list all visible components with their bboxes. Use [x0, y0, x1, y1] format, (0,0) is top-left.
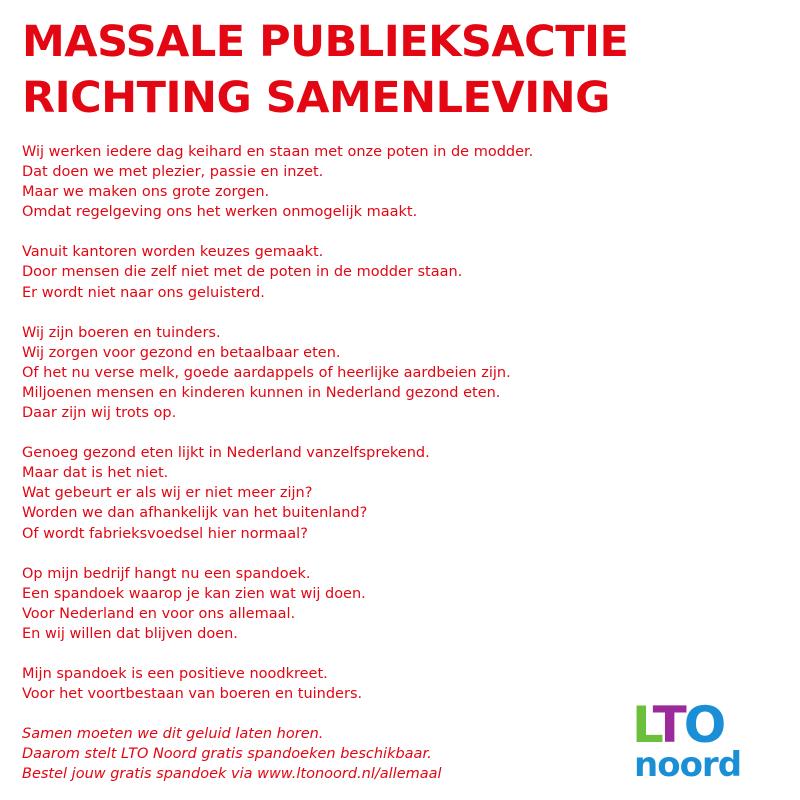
logo-letter-t: T [652, 696, 684, 754]
text-line: Wij zorgen voor gezond en betaalbaar eten. [22, 344, 341, 361]
text-line: Omdat regelgeving ons het werken onmogelijk maakt. [22, 204, 418, 221]
text-line: Daar zijn wij trots op. [22, 405, 177, 422]
paragraph-1 [22, 142, 622, 222]
text-line: En wij willen dat blijven doen. [22, 625, 238, 642]
text-line: Worden we dan afhankelijk van het buitenland? [22, 505, 368, 522]
text-line: Maar we maken ons grote zorgen. [22, 184, 270, 201]
text-line: Daarom stelt LTO Noord gratis spandoeken beschikbaar. [22, 746, 432, 763]
text-line: Genoeg gezond eten lijkt in Nederland vanzelfsprekend. [22, 445, 430, 462]
text-line: Of het nu verse melk, goede aardappels of heerlijke aardbeien zijn. [22, 364, 511, 381]
logo-noord: noord [634, 745, 742, 785]
text-line: Dat doen we met plezier, passie en inzet. [22, 164, 324, 181]
text-line: Wij zijn boeren en tuinders. [22, 324, 221, 341]
paragraph-4 [22, 443, 622, 543]
paragraph-6 [22, 664, 622, 704]
poster-title [22, 14, 628, 126]
title-line-2: RICHTING SAMENLEVING [22, 73, 610, 123]
text-line: Wij werken iedere dag keihard en staan met onze poten in de modder. [22, 144, 534, 160]
logo-letter-o: O [683, 696, 724, 754]
logo-lto [632, 696, 724, 754]
text-line: Er wordt niet naar ons geluisterd. [22, 284, 265, 301]
text-line: Door mensen die zelf niet met de poten in de modder staan. [22, 264, 463, 281]
poster-body [22, 142, 622, 800]
call-to-action [22, 724, 622, 784]
text-line: Maar dat is het niet. [22, 465, 169, 482]
lto-noord-logo [632, 696, 772, 786]
text-line: Een spandoek waarop je kan zien wat wij doen. [22, 585, 366, 602]
text-line: Vanuit kantoren worden keuzes gemaakt. [22, 244, 324, 261]
text-line: Samen moeten we dit geluid laten horen. [22, 726, 324, 743]
paragraph-2 [22, 242, 622, 302]
paragraph-3 [22, 323, 622, 423]
logo-letter-l: L [632, 696, 653, 754]
text-line: Voor het voortbestaan van boeren en tuinders. [22, 686, 363, 703]
text-line: Bestel jouw gratis spandoek via www.ltonoord.nl/allemaal [22, 766, 442, 783]
text-line: Of wordt fabrieksvoedsel hier normaal? [22, 525, 308, 542]
text-line: Voor Nederland en voor ons allemaal. [22, 605, 296, 622]
text-line: Wat gebeurt er als wij er niet meer zijn? [22, 485, 313, 502]
text-line: Op mijn bedrijf hangt nu een spandoek. [22, 565, 311, 582]
text-line: Mijn spandoek is een positieve noodkreet. [22, 665, 328, 682]
paragraph-5 [22, 564, 622, 644]
title-line-1: MASSALE PUBLIEKSACTIE [22, 17, 629, 67]
text-line: Miljoenen mensen en kinderen kunnen in Nederland gezond eten. [22, 384, 501, 401]
